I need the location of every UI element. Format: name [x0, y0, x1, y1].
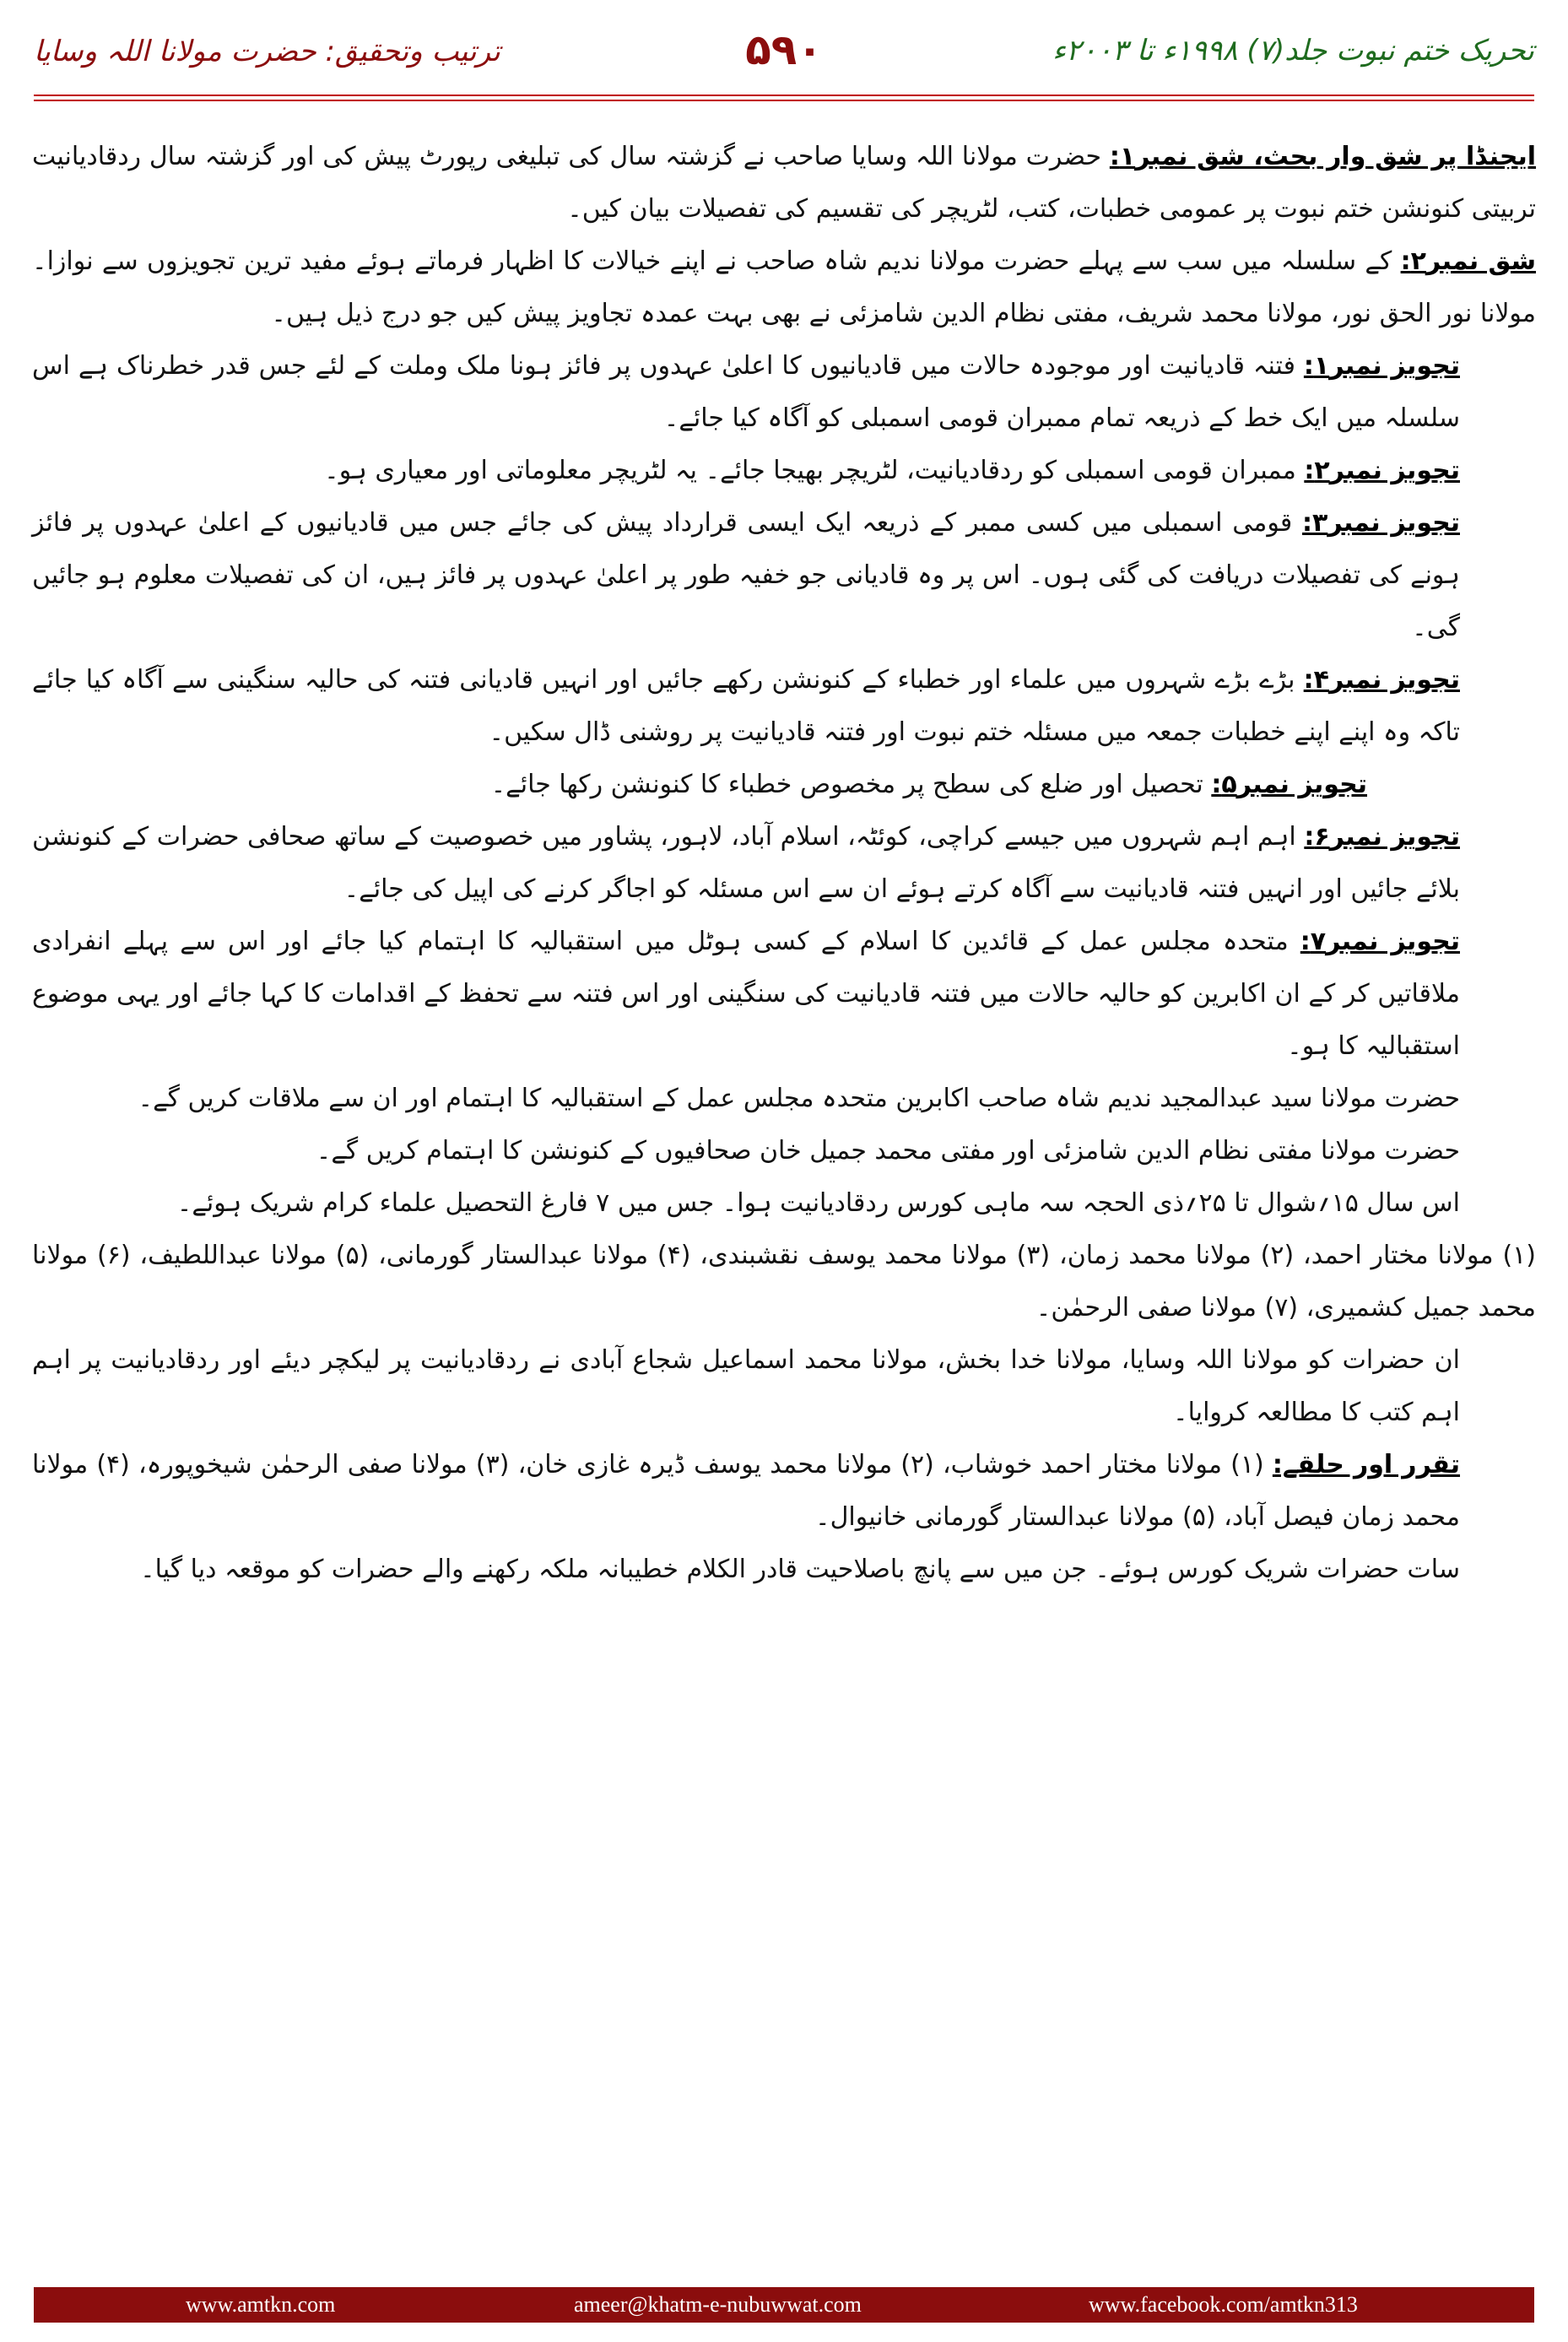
paragraph-heading: تجویز نمبر۲:: [1304, 456, 1460, 485]
website-link[interactable]: www.amtkn.com: [186, 2292, 336, 2317]
paragraph-text: فتنہ قادیانیت اور موجودہ حالات میں قادیانیوں کا اعلیٰ عہدوں پر فائز ہونا ملک وملت کے لئے جس قدر خطرناک ہے اس سلسلہ میں ایک خط کے ذریعہ تمام ممبران قومی اسمبلی کو آگاہ کیا جائے۔: [32, 351, 1460, 433]
book-title: تحریک ختم نبوت جلد(۷) ۱۹۹۸ء تا ۲۰۰۳ء: [1052, 34, 1534, 68]
paragraph-text: ان حضرات کو مولانا اللہ وسایا، مولانا خدا بخش، مولانا محمد اسماعیل شجاع آبادی نے ردقادیانیت پر لیکچر دیئے اور ردقادیانیت پر اہم اہم کتب کا مطالعہ کروایا۔: [32, 1345, 1460, 1427]
paragraph-heading: تجویز نمبر۱:: [1303, 351, 1460, 381]
paragraph: [32, 1334, 1536, 1439]
page-footer: [34, 2287, 1534, 2323]
paragraph-heading: تجویز نمبر۵:: [1211, 770, 1367, 799]
paragraph: [32, 654, 1536, 759]
paragraph-text: سات حضرات شریک کورس ہوئے۔ جن میں سے پانچ باصلاحیت قادر الکلام خطیبانہ ملکہ رکھنے والے حضرات کو موقعہ دیا گیا۔: [140, 1555, 1460, 1584]
paragraph-heading: تجویز نمبر۳:: [1302, 508, 1460, 538]
paragraph: [32, 1439, 1536, 1544]
email-link[interactable]: ameer@khatm-e-nubuwwat.com: [574, 2292, 862, 2317]
paragraph: [32, 1230, 1536, 1334]
paragraph: [32, 1177, 1536, 1230]
page-header: [34, 25, 1534, 93]
paragraph-text: قومی اسمبلی میں کسی ممبر کے ذریعہ ایک ایسی قرارداد پیش کی جائے جس میں قادیانیوں کے اعلیٰ عہدوں پر فائز ہونے کی تفصیلات دریافت کی گئی ہوں۔ اس پر وہ قادیانی جو خفیہ طور پر اعلیٰ عہدوں پر فائز ہیں، ان کی تفصیلات معلوم ہو جائیں گی۔: [32, 508, 1460, 642]
facebook-link[interactable]: www.facebook.com/amtkn313: [1089, 2292, 1358, 2317]
paragraph: [32, 235, 1536, 340]
paragraph-text: حضرت مولانا سید عبدالمجید ندیم شاہ صاحب اکابرین متحدہ مجلس عمل کے استقبالیہ کا اہتمام اور ان سے ملاقات کریں گے۔: [138, 1084, 1460, 1113]
paragraph-text: اہم اہم شہروں میں جیسے کراچی، کوئٹہ، اسلام آباد، لاہور، پشاور میں خصوصیت کے ساتھ صحافی حضرات کے کنونشن بلائے جائیں اور انہیں فتنہ قادیانیت سے آگاہ کرتے ہوئے ان سے اس مسئلہ کو اجاگر کرنے کی اپیل کی جائے۔: [32, 822, 1460, 904]
paragraph-text: حضرت مولانا اللہ وسایا صاحب نے گزشتہ سال کی تبلیغی رپورٹ پیش کی اور گزشتہ سال ردقادیانیت تربیتی کنونشن ختم نبوت پر عمومی خطبات، کتب، لٹریچر کی تقسیم کی تفصیلات بیان کیں۔: [32, 142, 1536, 224]
paragraph-text: حضرت مولانا مفتی نظام الدین شامزئی اور مفتی محمد جمیل خان صحافیوں کے کنونشن کا اہتمام کریں گے۔: [316, 1136, 1460, 1166]
paragraph-heading: شق نمبر۲:: [1400, 246, 1536, 276]
paragraph: [32, 340, 1536, 445]
paragraph-text: کے سلسلہ میں سب سے پہلے حضرت مولانا ندیم شاہ صاحب نے اپنے خیالات کا اظہار فرماتے ہوئے مفید ترین تجویزوں سے نوازا۔ مولانا نور الحق نور، مولانا محمد شریف، مفتی نظام الدین شامزئی نے بھی بہت عمدہ تجاویز پیش کیں جو درج ذیل ہیں۔: [32, 246, 1536, 328]
paragraph-heading: تجویز نمبر۷:: [1300, 927, 1460, 956]
paragraph: [32, 1544, 1536, 1596]
document-body: [32, 131, 1536, 1596]
paragraph-text: (۱) مولانا مختار احمد، (۲) مولانا محمد زمان، (۳) مولانا محمد یوسف نقشبندی، (۴) مولانا عبدالستار گورمانی، (۵) مولانا عبداللطیف، (۶) مولانا محمد جمیل کشمیری، (۷) مولانا صفی الرحمٰن۔: [32, 1241, 1537, 1322]
paragraph: [32, 131, 1536, 235]
page-number: ۵۹۰: [745, 25, 823, 74]
paragraph: [32, 445, 1536, 497]
paragraph-heading: ایجنڈا پر شق وار بحث، شق نمبر۱:: [1109, 142, 1536, 171]
paragraph: [32, 497, 1536, 654]
paragraph-heading: تقرر اور حلقے:: [1272, 1450, 1461, 1479]
paragraph-heading: تجویز نمبر۶:: [1304, 822, 1460, 852]
header-divider: [34, 95, 1534, 101]
paragraph: [32, 1073, 1536, 1125]
paragraph-text: (۱) مولانا مختار احمد خوشاب، (۲) مولانا محمد یوسف ڈیرہ غازی خان، (۳) مولانا صفی الرحمٰن شیخوپورہ، (۴) مولانا محمد زمان فیصل آباد، (۵) مولانا عبدالستار گورمانی خانیوال۔: [32, 1450, 1460, 1532]
paragraph: [32, 811, 1536, 916]
paragraph: [32, 759, 1536, 811]
compiler-credit: ترتیب وتحقیق: حضرت مولانا اللہ وسایا: [34, 35, 500, 68]
paragraph-text: تحصیل اور ضلع کی سطح پر مخصوص خطباء کا کنونشن رکھا جائے۔: [490, 770, 1212, 799]
paragraph-text: بڑے بڑے شہروں میں علماء اور خطباء کے کنونشن رکھے جائیں اور انہیں قادیانی فتنہ کی حالیہ سنگینی سے آگاہ کیا جائے تاکہ وہ اپنے اپنے خطبات جمعہ میں مسئلہ ختم نبوت اور فتنہ قادیانیت پر روشنی ڈال سکیں۔: [32, 665, 1460, 747]
paragraph: [32, 1125, 1536, 1177]
paragraph-heading: تجویز نمبر۴:: [1303, 665, 1460, 695]
paragraph-text: متحدہ مجلس عمل کے قائدین کا اسلام کے کسی ہوٹل میں استقبالیہ کا اہتمام کیا جائے اور اس سے پہلے انفرادی ملاقاتیں کر کے ان اکابرین کو حالیہ حالات میں فتنہ قادیانیت کی سنگینی اور اس فتنہ سے تحفظ کے اقدامات کا کہا جائے اور یہی موضوع استقبالیہ کا ہو۔: [32, 927, 1460, 1061]
paragraph-text: ممبران قومی اسمبلی کو ردقادیانیت، لٹریچر بھیجا جائے۔ یہ لٹریچر معلوماتی اور معیاری ہو۔: [324, 456, 1305, 485]
paragraph: [32, 916, 1536, 1073]
paragraph-text: اس سال ۱۵؍شوال تا ۲۵؍ذی الحجہ سہ ماہی کورس ردقادیانیت ہوا۔ جس میں ۷ فارغ التحصیل علماء کرام شریک ہوئے۔: [176, 1188, 1460, 1218]
